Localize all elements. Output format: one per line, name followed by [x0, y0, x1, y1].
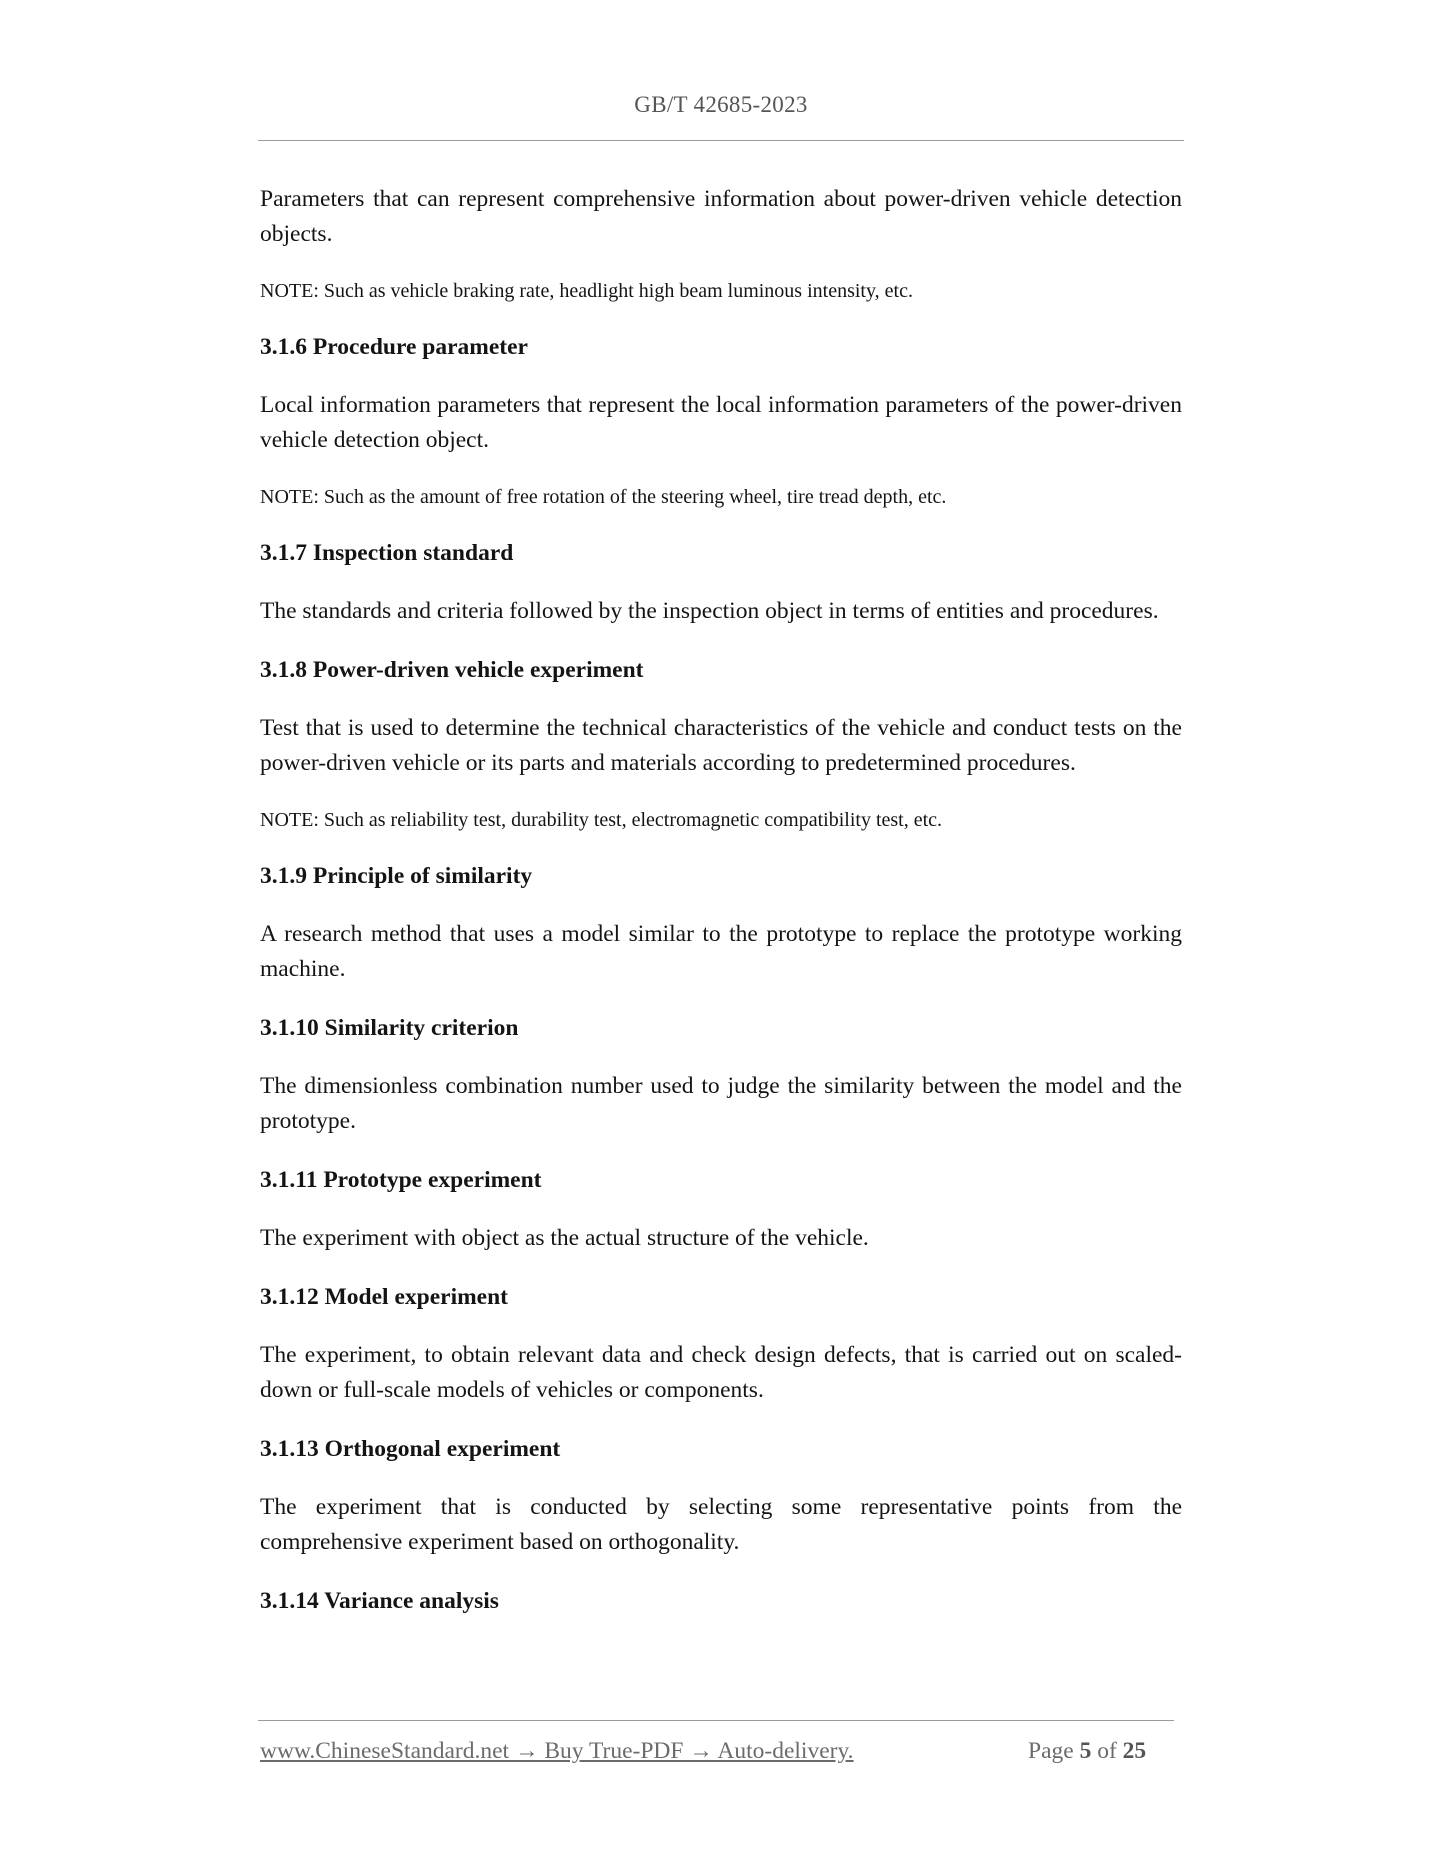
section-heading-3-1-12: 3.1.12 Model experiment — [260, 1284, 509, 1310]
section-heading-3-1-7: 3.1.7 Inspection standard — [260, 540, 514, 566]
section-note-3-1-6: NOTE: Such as the amount of free rotation of the steering wheel, tire tread depth, etc. — [260, 486, 947, 508]
section-heading-3-1-10: 3.1.10 Similarity criterion — [260, 1015, 519, 1041]
page-word: Page — [1028, 1738, 1074, 1764]
section-paragraph-3-1-8: Test that is used to determine the technical characteristics of the vehicle and conduct tests on the power-driven vehicle or its parts and materials according to predetermined procedures. — [260, 715, 1182, 776]
intro-paragraph: Parameters that can represent comprehensive information about power-driven vehicle detection objects. — [260, 186, 1182, 247]
intro-note: NOTE: Such as vehicle braking rate, headlight high beam luminous intensity, etc. — [260, 280, 913, 302]
section-paragraph-3-1-6: Local information parameters that represent the local information parameters of the power-driven vehicle detection object. — [260, 392, 1182, 453]
header-divider — [258, 140, 1184, 141]
section-heading-3-1-14: 3.1.14 Variance analysis — [260, 1588, 499, 1614]
page-current: 5 — [1079, 1738, 1092, 1764]
page-of-word: of — [1097, 1738, 1117, 1764]
section-paragraph-3-1-10: The dimensionless combination number used to judge the similarity between the model and the prototype. — [260, 1073, 1182, 1134]
footer-divider — [258, 1720, 1174, 1721]
page-total: 25 — [1122, 1738, 1147, 1764]
section-paragraph-3-1-9: A research method that uses a model similar to the prototype to replace the prototype working machine. — [260, 921, 1182, 982]
section-paragraph-3-1-7: The standards and criteria followed by the inspection object in terms of entities and procedures. — [260, 598, 1159, 624]
section-heading-3-1-9: 3.1.9 Principle of similarity — [260, 863, 533, 889]
section-heading-3-1-11: 3.1.11 Prototype experiment — [260, 1167, 542, 1193]
section-heading-3-1-8: 3.1.8 Power-driven vehicle experiment — [260, 657, 644, 683]
document-body — [260, 182, 1182, 1642]
section-paragraph-3-1-11: The experiment with object as the actual structure of the vehicle. — [260, 1225, 869, 1251]
section-heading-3-1-6: 3.1.6 Procedure parameter — [260, 334, 528, 360]
section-paragraph-3-1-13: The experiment that is conducted by selecting some representative points from the comprehensive experiment based on orthogonality. — [260, 1494, 1182, 1555]
section-heading-3-1-13: 3.1.13 Orthogonal experiment — [260, 1436, 561, 1462]
page-header: GB/T 42685-2023 — [634, 92, 808, 117]
section-paragraph-3-1-12: The experiment, to obtain relevant data and check design defects, that is carried out on scaled-down or full-scale models of vehicles or components. — [260, 1342, 1182, 1403]
store-link[interactable]: www.ChineseStandard.net → Buy True-PDF → Auto-delivery. — [260, 1738, 854, 1764]
page-number — [1028, 1738, 1146, 1765]
section-note-3-1-8: NOTE: Such as reliability test, durability test, electromagnetic compatibility test, etc. — [260, 809, 943, 831]
